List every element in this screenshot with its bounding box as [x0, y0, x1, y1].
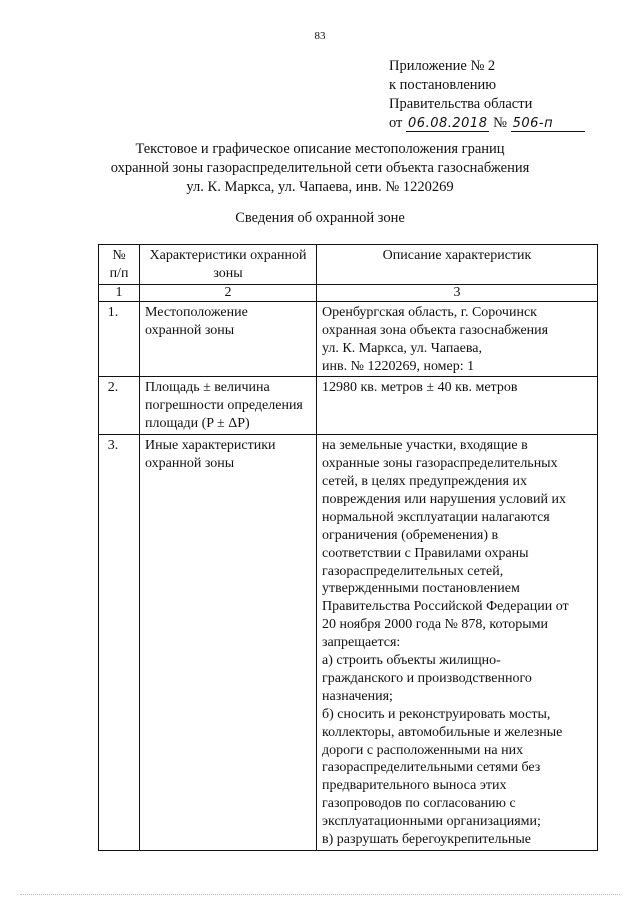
- table-row: [99, 301, 598, 377]
- table-row: [99, 377, 598, 435]
- title-line: ул. К. Маркса, ул. Чапаева, инв. № 1220269: [186, 179, 454, 195]
- page-number: 83: [314, 30, 326, 42]
- appendix-number-sign: №: [493, 115, 507, 131]
- appendix-resolution-line: к постановлению: [389, 77, 497, 93]
- index-cell: 1: [99, 284, 140, 301]
- table-row: [99, 435, 598, 851]
- row-characteristic: Площадь ± величина погрешности определения площади (P ± ΔP): [140, 377, 317, 435]
- index-cell: 3: [317, 284, 598, 301]
- document-title: [0, 140, 640, 197]
- row-description: 12980 кв. метров ± 40 кв. метров: [317, 377, 598, 435]
- header-characteristics: Характеристики охранной зоны: [140, 245, 317, 285]
- row-characteristic: Иные характеристики охранной зоны: [140, 435, 317, 851]
- header-description: Описание характеристик: [317, 245, 598, 285]
- index-cell: 2: [140, 284, 317, 301]
- handwritten-number: 506-п: [511, 116, 585, 132]
- row-number: 2.: [99, 377, 140, 435]
- page-bottom-edge: [20, 894, 620, 896]
- title-line: Текстовое и графическое описание местоположения границ: [135, 141, 505, 157]
- appendix-block: [389, 57, 585, 133]
- table-header-row: [99, 245, 598, 285]
- header-num: № п/п: [99, 245, 140, 285]
- protection-zone-table: [98, 244, 598, 851]
- title-line: охранной зоны газораспределительной сети объекта газоснабжения: [110, 160, 530, 176]
- table-index-row: [99, 284, 598, 301]
- row-number: 1.: [99, 301, 140, 377]
- row-characteristic: Местоположение охранной зоны: [140, 301, 317, 377]
- appendix-date-number-line: [389, 114, 585, 133]
- section-subtitle: Сведения об охранной зоне: [235, 210, 405, 226]
- row-description: на земельные участки, входящие в охранные зоны газораспределительных сетей, в целях предупреждения их повреждения или нарушения условий их нормальной эксплуатации налагаются ограничения (обременения) в соответствии с Правилами охраны газораспределительных сетей, утвержденными постановлением Правительства Российской Федерации от 20 ноября 2000 года № 878, которыми запрещается: а) строить объекты жилищно- гражданского и производственного назначения; б) сносить и реконструировать мосты, коллекторы, автомобильные и железные дороги с расположенными на них газораспределительными сетями без предварительного выноса этих газопроводов по согласованию с эксплуатационными организациями; в) разрушать берегоукрепительные: [317, 435, 598, 851]
- appendix-government-line: Правительства области: [389, 96, 533, 112]
- appendix-from-label: от: [389, 115, 403, 131]
- row-description: Оренбургская область, г. Сорочинск охранная зона объекта газоснабжения ул. К. Маркса, ул. Чапаева, инв. № 1220269, номер: 1: [317, 301, 598, 377]
- row-number: 3.: [99, 435, 140, 851]
- appendix-title: Приложение № 2: [389, 58, 496, 74]
- handwritten-date: 06.08.2018: [408, 116, 488, 131]
